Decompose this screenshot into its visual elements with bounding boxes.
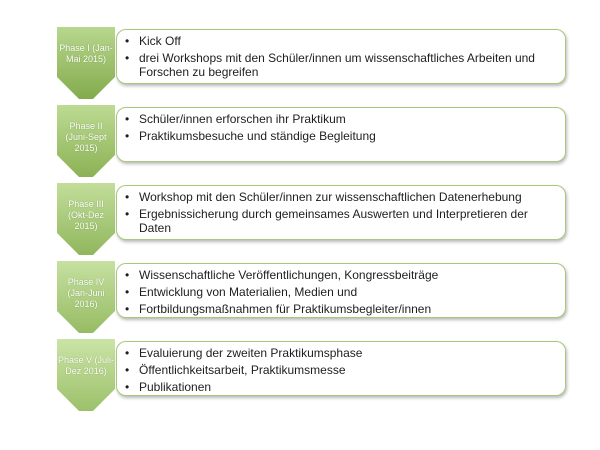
phase-4-box xyxy=(116,263,566,318)
list-item: • Kick Off xyxy=(125,34,553,48)
phase-2 xyxy=(0,105,600,177)
phase-1 xyxy=(0,27,600,99)
phase-1-label: Phase I (Jan-Mai 2015) xyxy=(59,43,113,64)
phase-2-box xyxy=(116,107,566,162)
list-item: • Fortbildungsmaßnahmen für Praktikumsbegleiter/innen xyxy=(125,302,553,316)
phase-2-label: Phase II (Juni-Sept 2015) xyxy=(65,121,107,153)
phase-5-box xyxy=(116,341,566,396)
list-item: • Ergebnissicherung durch gemeinsames Auswerten und Interpretieren der Daten xyxy=(125,207,553,235)
phase-5-list xyxy=(125,346,553,394)
phase-4-list xyxy=(125,268,553,316)
phase-1-list xyxy=(125,34,553,79)
phase-4-label: Phase IV (Jan-Juni 2016) xyxy=(67,277,105,309)
list-item: • Praktikumsbesuche und ständige Begleitung xyxy=(125,129,553,143)
phase-5 xyxy=(0,339,600,411)
list-item: • Workshop mit den Schüler/innen zur wissenschaftlichen Datenerhebung xyxy=(125,190,553,204)
list-item: • Evaluierung der zweiten Praktikumsphase xyxy=(125,346,553,360)
list-item: • Öffentlichkeitsarbeit, Praktikumsmesse xyxy=(125,363,553,377)
phase-4 xyxy=(0,261,600,333)
phase-3-label: Phase III (Okt-Dez 2015) xyxy=(68,199,104,231)
phase-3 xyxy=(0,183,600,255)
list-item: • Entwicklung von Materialien, Medien und xyxy=(125,285,553,299)
phase-3-box xyxy=(116,185,566,240)
list-item: • Schüler/innen erforschen ihr Praktikum xyxy=(125,112,553,126)
phase-5-label: Phase V (Juli-Dez 2016) xyxy=(57,355,115,376)
list-item: • Publikationen xyxy=(125,380,553,394)
list-item: • drei Workshops mit den Schüler/innen um wissenschaftliches Arbeiten und Forschen zu begreifen xyxy=(125,51,553,79)
list-item: • Wissenschaftliche Veröffentlichungen, Kongressbeiträge xyxy=(125,268,553,282)
phase-3-list xyxy=(125,190,553,235)
phase-1-box xyxy=(116,29,566,84)
phase-2-list xyxy=(125,112,553,143)
